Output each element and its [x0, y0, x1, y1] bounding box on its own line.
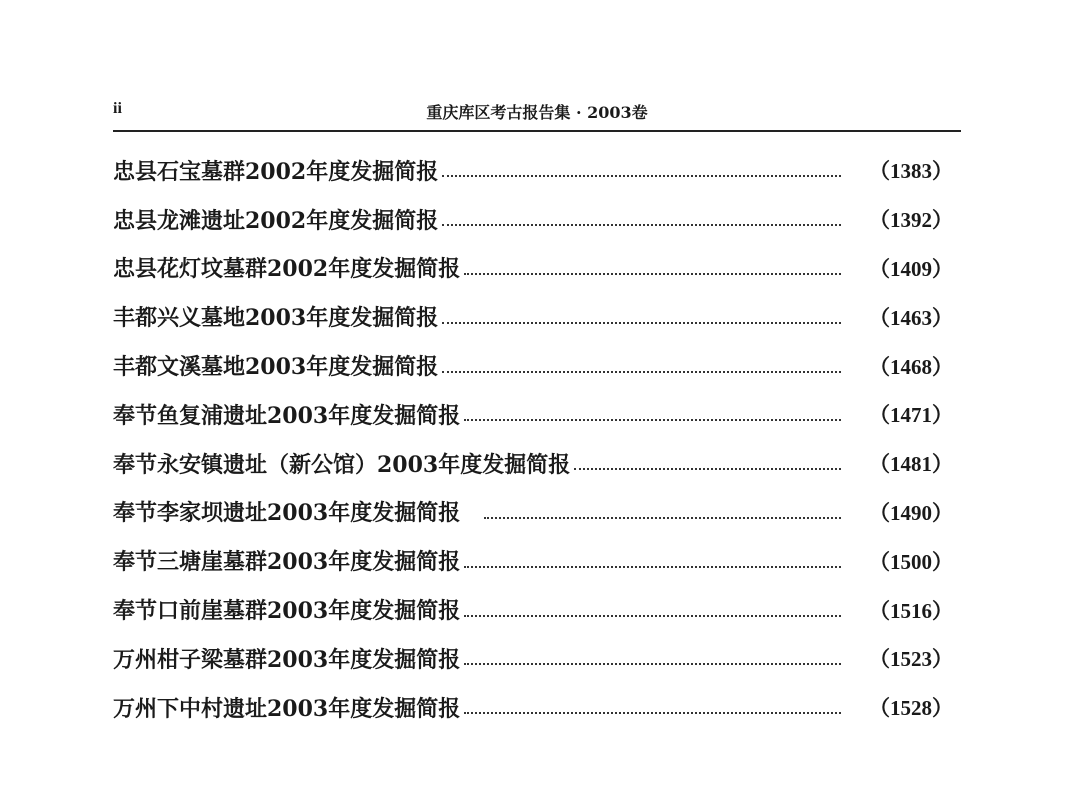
toc-entry-page: （1481） — [869, 452, 953, 477]
toc-entry-page: （1468） — [869, 354, 953, 379]
toc-entry-page: （1500） — [869, 549, 953, 574]
toc-entry — [113, 439, 953, 488]
toc-entry-page: （1383） — [869, 159, 953, 184]
toc-entry — [113, 244, 953, 293]
dot-leader — [574, 468, 841, 470]
toc-entry-title: 忠县龙滩遗址2002年度发掘简报 — [113, 207, 439, 234]
header-rule — [113, 130, 961, 132]
toc-entry — [113, 634, 953, 683]
toc-entry — [113, 536, 953, 585]
table-of-contents — [113, 146, 953, 732]
toc-entry — [113, 683, 953, 732]
toc-entry — [113, 146, 953, 195]
dot-leader — [442, 175, 841, 177]
dot-leader — [464, 273, 841, 275]
running-title: 重庆库区考古报告集 · 2003卷 — [426, 103, 648, 122]
toc-entry — [113, 341, 953, 390]
toc-entry-page: （1516） — [869, 598, 953, 623]
toc-entry-page: （1392） — [869, 208, 953, 233]
toc-entry-title: 忠县花灯坟墓群2002年度发掘简报 — [113, 256, 461, 283]
page-number: ii — [113, 100, 122, 117]
toc-entry-title: 奉节永安镇遗址（新公馆）2003年度发掘简报 — [113, 451, 571, 478]
toc-entry-title: 丰都兴义墓地2003年度发掘简报 — [113, 305, 439, 332]
dot-leader — [464, 419, 841, 421]
toc-entry-title: 奉节李家坝遗址2003年度发掘简报 — [113, 500, 461, 527]
toc-entry — [113, 585, 953, 634]
toc-entry-page: （1523） — [869, 647, 953, 672]
toc-entry-page: （1409） — [869, 256, 953, 281]
page-header — [113, 94, 961, 130]
toc-entry — [113, 195, 953, 244]
toc-entry-title: 奉节鱼复浦遗址2003年度发掘简报 — [113, 402, 461, 429]
toc-entry — [113, 488, 953, 537]
dot-leader — [484, 517, 841, 519]
dot-leader — [464, 566, 841, 568]
toc-entry-title: 忠县石宝墓群2002年度发掘简报 — [113, 158, 439, 185]
dot-leader — [464, 712, 841, 714]
toc-entry-page: （1490） — [869, 500, 953, 525]
toc-entry-title: 奉节三塘崖墓群2003年度发掘简报 — [113, 549, 461, 576]
toc-entry-title: 奉节口前崖墓群2003年度发掘简报 — [113, 598, 461, 625]
toc-entry-title: 万州下中村遗址2003年度发掘简报 — [113, 695, 461, 722]
toc-entry — [113, 390, 953, 439]
toc-entry — [113, 292, 953, 341]
toc-entry-title: 丰都文溪墓地2003年度发掘简报 — [113, 354, 439, 381]
toc-entry-title: 万州柑子梁墓群2003年度发掘简报 — [113, 646, 461, 673]
dot-leader — [442, 371, 841, 373]
dot-leader — [442, 224, 841, 226]
dot-leader — [464, 663, 841, 665]
toc-entry-page: （1471） — [869, 403, 953, 428]
dot-leader — [442, 322, 841, 324]
toc-entry-page: （1463） — [869, 305, 953, 330]
dot-leader — [464, 615, 841, 617]
toc-entry-page: （1528） — [869, 696, 953, 721]
